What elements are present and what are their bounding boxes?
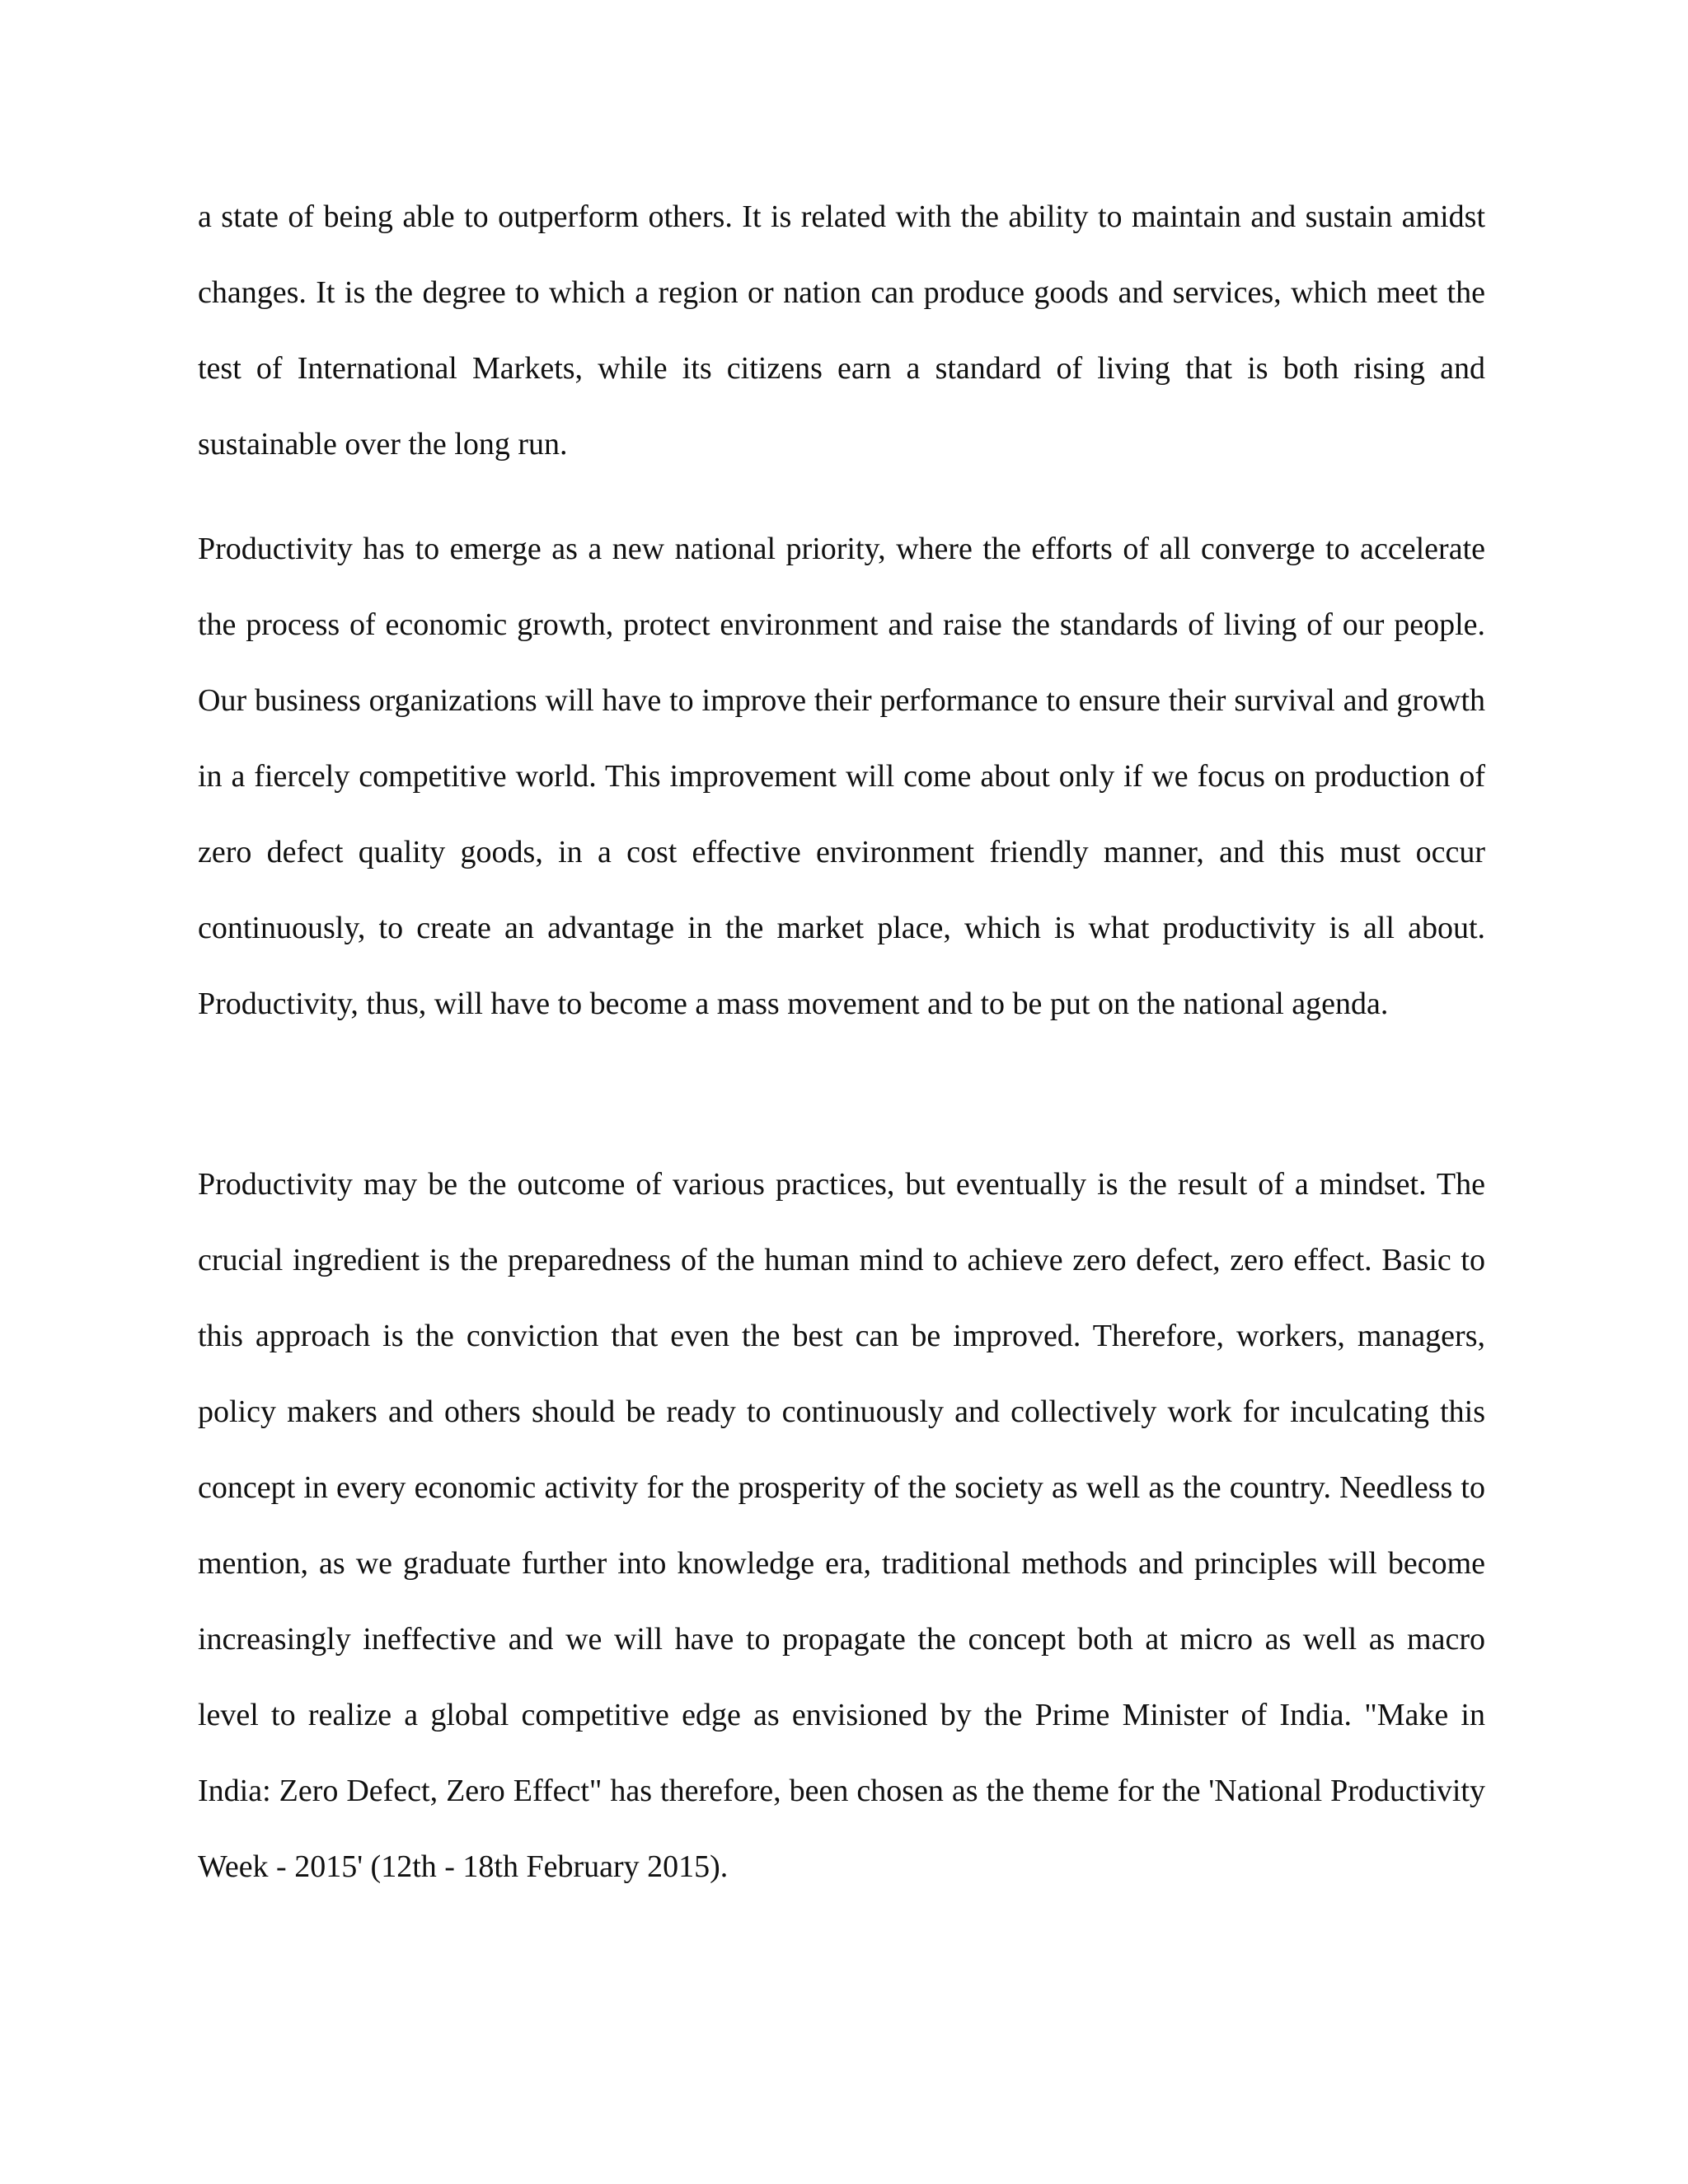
paragraph-mindset: Productivity may be the outcome of various practices, but eventually is the result of a mindset. The crucial ingredient is the preparedness of the human mind to achieve zero defect, zero effect. Basic to this approach is the conviction that even the best can be improved. Therefore, workers, managers, policy makers and others should be ready to continuously and collectively work for inculcating this concept in every economic activity for the prosperity of the society as well as the country. Needless to mention, as we graduate further into knowledge era, traditional methods and principles will become increasingly ineffective and we will have to propagate the concept both at micro as well as macro level to realize a global competitive edge as envisioned by the Prime Minister of India. "Make in India: Zero Defect, Zero Effect" has therefore, been chosen as the theme for the 'National Productivity Week - 2015' (12th - 18th February 2015). — [198, 1167, 1485, 1884]
paragraph-competitiveness: a state of being able to outperform others. It is related with the ability to maintain and sustain amidst changes. It is the degree to which a region or nation can produce goods and services, which meet the test of International Markets, while its citizens earn a standard of living that is both rising and sustainable over the long run. — [198, 199, 1485, 462]
paragraph-national-priority: Productivity has to emerge as a new national priority, where the efforts of all converge to accelerate the process of economic growth, protect environment and raise the standards of living of our people. Our business organizations will have to improve their performance to ensure their survival and growth in a fiercely competitive world. This improvement will come about only if we focus on production of zero defect quality goods, in a cost effective environment friendly manner, and this must occur continuously, to create an advantage in the market place, which is what productivity is all about. Productivity, thus, will have to become a mass movement and to be put on the national agenda. — [198, 532, 1485, 1021]
